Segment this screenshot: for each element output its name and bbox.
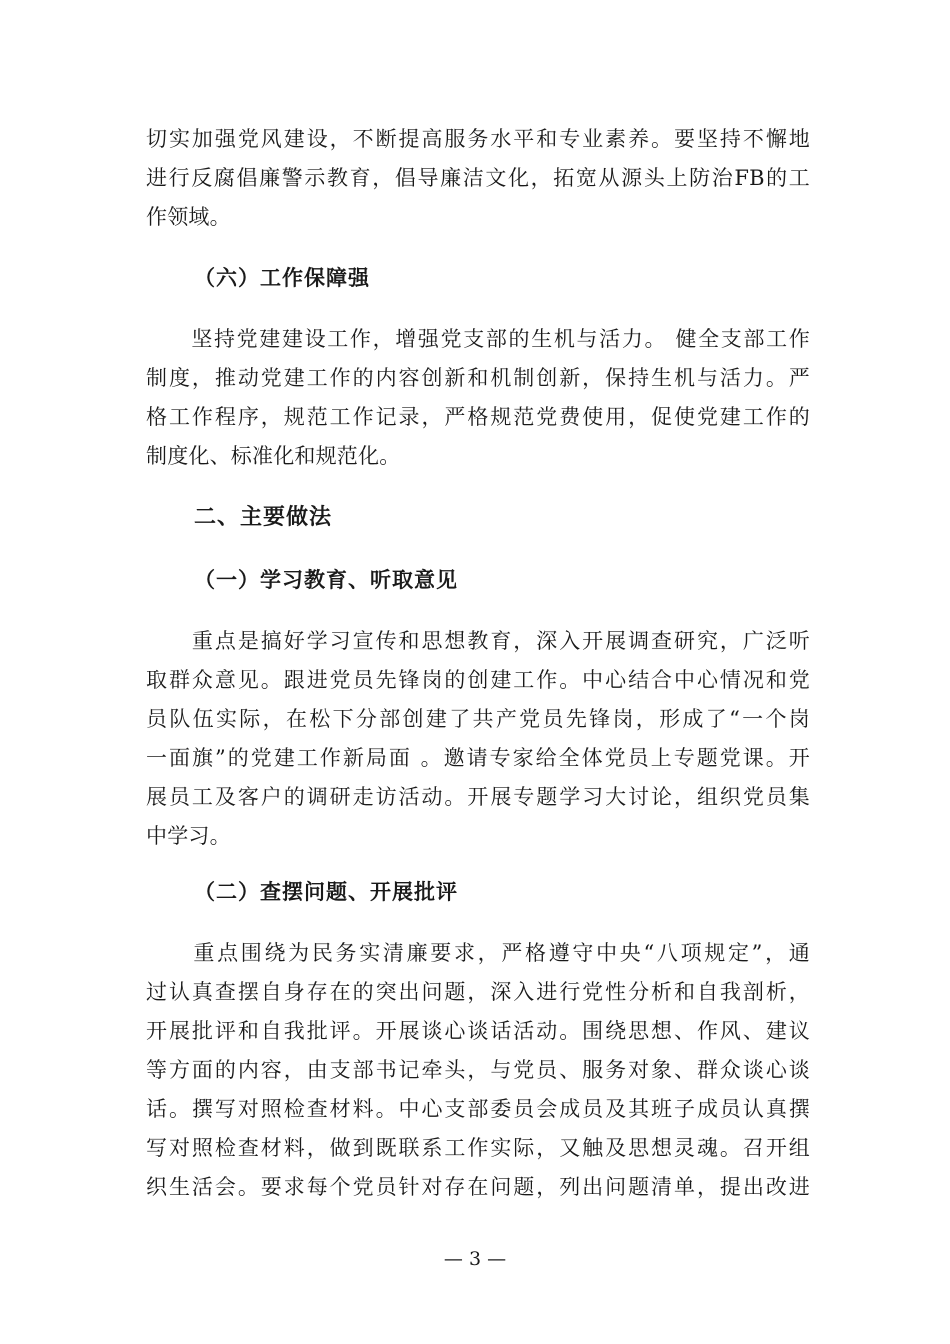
paragraph-line: 制度，推动党建工作的内容创新和机制创新，保持生机与活力。严 (146, 366, 810, 390)
paragraph-line: 写对照检查材料，做到既联系工作实际，又触及思想灵魂。召开组 (146, 1136, 810, 1160)
paragraph-line: 制度化、标准化和规范化。 (146, 444, 401, 468)
paragraph-one (146, 622, 810, 856)
section-heading-six: （六）工作保障强 (194, 266, 370, 290)
section-heading-two-sub: （二）查摆问题、开展批评 (194, 880, 458, 904)
paragraph-line: 中学习。 (146, 824, 231, 848)
paragraph-line: 话。撰写对照检查材料。中心支部委员会成员及其班子成员认真撰 (146, 1097, 810, 1121)
paragraph-line: 取群众意见。跟进党员先锋岗的创建工作。中心结合中心情况和党 (146, 668, 810, 692)
paragraph-line: 等方面的内容，由支部书记牵头，与党员、服务对象、群众谈心谈 (146, 1058, 810, 1082)
paragraph-line: 格工作程序，规范工作记录，严格规范党费使用，促使党建工作的 (146, 405, 810, 429)
paragraph-line: 过认真查摆自身存在的突出问题，深入进行党性分析和自我剖析， (146, 980, 810, 1004)
paragraph-line: 展员工及客户的调研走访活动。开展专题学习大讨论，组织党员集 (146, 785, 810, 809)
paragraph-line: 开展批评和自我批评。开展谈心谈话活动。围绕思想、作风、建议 (146, 1019, 810, 1043)
paragraph-line: 重点是搞好学习宣传和思想教育，深入开展调查研究，广泛听 (146, 629, 810, 653)
paragraph-six (146, 320, 810, 476)
paragraph-intro (146, 120, 810, 237)
paragraph-line: 作领域。 (146, 205, 231, 229)
paragraph-line: 切实加强党风建设，不断提高服务水平和专业素养。要坚持不懈地 (146, 127, 810, 151)
chapter-heading-two: 二、主要做法 (194, 505, 333, 530)
paragraph-line: 重点围绕为民务实清廉要求，严格遵守中央“八项规定”，通 (146, 941, 810, 965)
paragraph-line: 坚持党建建设工作，增强党支部的生机与活力。 健全支部工作 (146, 327, 810, 351)
section-heading-one: （一）学习教育、听取意见 (194, 568, 458, 592)
paragraph-line: 进行反腐倡廉警示教育，倡导廉洁文化，拓宽从源头上防治FB的工 (146, 166, 810, 190)
paragraph-line: 员队伍实际，在松下分部创建了共产党员先锋岗，形成了“一个岗 (146, 707, 810, 731)
paragraph-line: 织生活会。要求每个党员针对存在问题，列出问题清单，提出改进 (146, 1175, 810, 1199)
paragraph-two (146, 934, 810, 1207)
page-number: — 3 — (443, 1248, 507, 1270)
paragraph-line: 一面旗”的党建工作新局面 。邀请专家给全体党员上专题党课。开 (146, 746, 810, 770)
